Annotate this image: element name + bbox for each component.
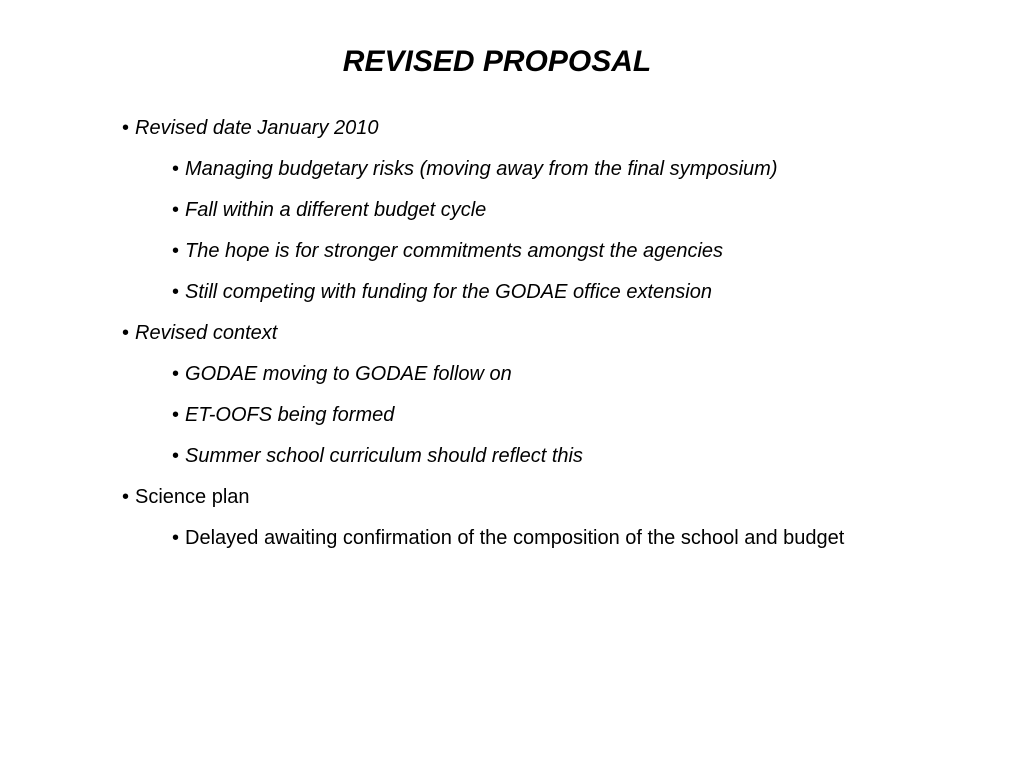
bullet-item-budgetary-risks [122,149,1002,190]
bullet-item-funding-competition [122,272,1002,313]
bullet-text: ET-OOFS being formed [185,404,395,426]
bullet-item-et-oofs [122,395,1002,436]
bullet-glyph: • [172,404,180,426]
bullet-list [122,108,1002,559]
bullet-glyph: • [122,322,130,344]
bullet-item-curriculum [122,436,1002,477]
bullet-text: Fall within a different budget cycle [185,199,487,221]
bullet-glyph: • [172,363,180,385]
bullet-item-budget-cycle [122,190,1002,231]
bullet-glyph: • [172,281,180,303]
bullet-glyph: • [172,527,180,549]
bullet-item-science-plan [122,477,1002,518]
slide-title: REVISED PROPOSAL [342,45,652,78]
bullet-glyph: • [172,445,180,467]
bullet-glyph: • [172,199,180,221]
bullet-glyph: • [122,117,130,139]
bullet-item-revised-context [122,313,1002,354]
bullet-item-delayed-confirmation [122,518,1002,559]
bullet-text: The hope is for stronger commitments amongst the agencies [185,240,724,262]
bullet-glyph: • [172,158,180,180]
bullet-item-godae-follow-on [122,354,1002,395]
bullet-item-commitments [122,231,1002,272]
bullet-text: Revised date January 2010 [135,117,379,139]
bullet-text: Science plan [135,486,250,508]
bullet-text: Delayed awaiting confirmation of the composition of the school and budget [185,527,845,549]
bullet-glyph: • [122,486,130,508]
bullet-text: Summer school curriculum should reflect this [185,445,583,467]
bullet-text: Still competing with funding for the GODAE office extension [185,281,712,303]
bullet-glyph: • [172,240,180,262]
bullet-text: Managing budgetary risks (moving away from the final symposium) [185,158,778,180]
bullet-item-revised-date [122,108,1002,149]
bullet-text: GODAE moving to GODAE follow on [185,363,512,385]
bullet-text: Revised context [135,322,278,344]
